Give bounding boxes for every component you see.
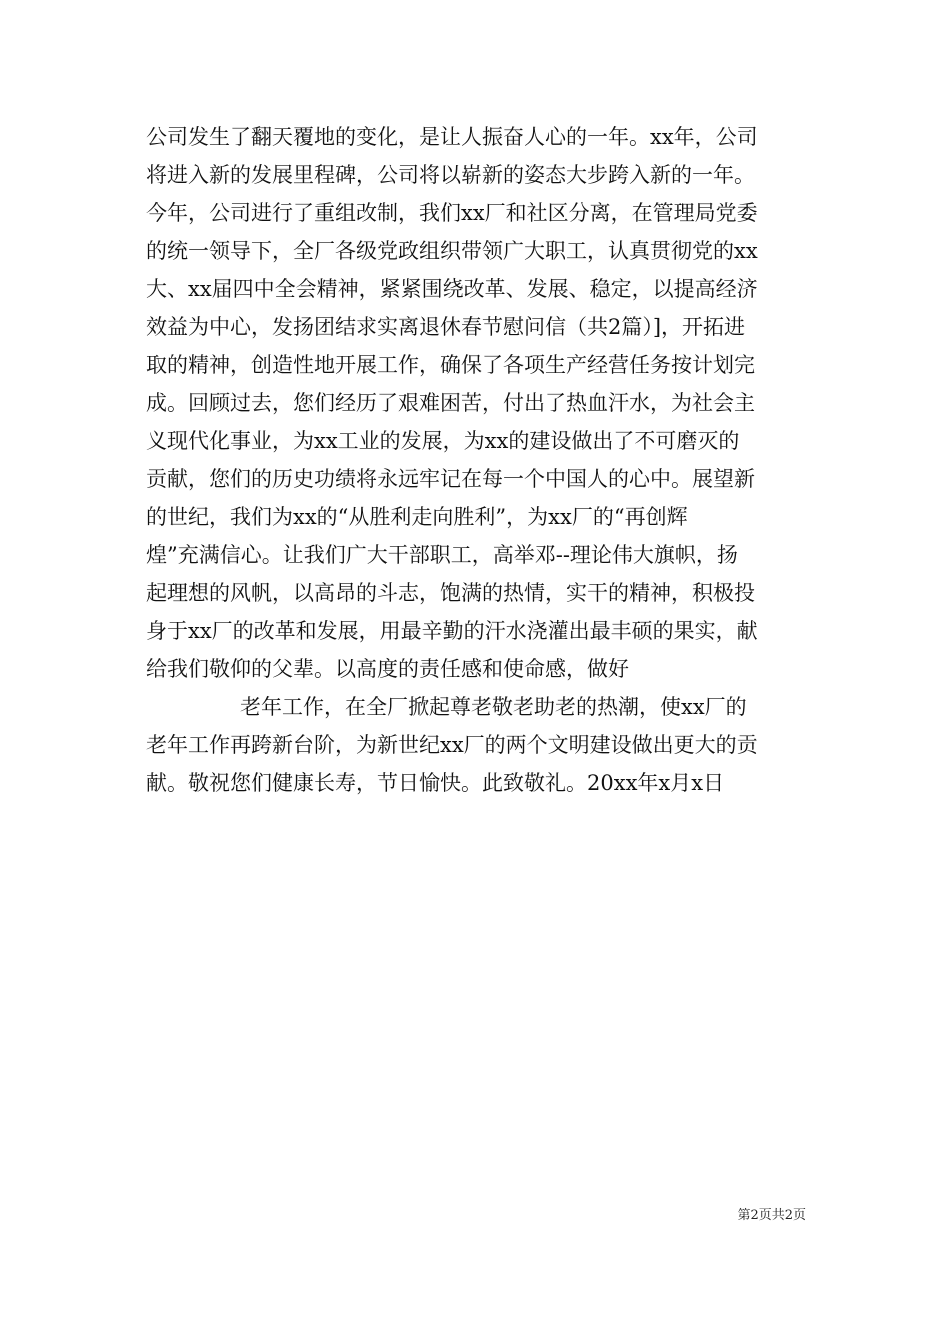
text-line: 煌”充满信心。让我们广大干部职工，高举邓--理论伟大旗帜，扬 <box>146 543 738 567</box>
text-line: 大、xx届四中全会精神，紧紧围绕改革、发展、稳定，以提高经济 <box>146 277 758 301</box>
text-line: 起理想的风帆，以高昂的斗志，饱满的热情，实干的精神，积极投 <box>146 581 755 605</box>
text-line: 公司发生了翻天覆地的变化，是让人振奋人心的一年。xx年，公司 <box>146 125 758 149</box>
text-line: 给我们敬仰的父辈。以高度的责任感和使命感，做好 <box>146 657 629 681</box>
text-line: 义现代化事业，为xx工业的发展，为xx的建设做出了不可磨灭的 <box>146 429 740 453</box>
page-number-footer: 第2页共2页 <box>737 1208 806 1223</box>
letter-body <box>146 118 826 802</box>
text-line: 将进入新的发展里程碑，公司将以崭新的姿态大步跨入新的一年。 <box>146 163 755 187</box>
text-line: 今年，公司进行了重组改制，我们xx厂和社区分离，在管理局党委 <box>146 201 758 225</box>
text-line: 的世纪，我们为xx的“从胜利走向胜利”，为xx厂的“再创辉 <box>146 505 688 529</box>
text-line: 效益为中心，发扬团结求实离退休春节慰问信（共2篇）]，开拓进 <box>146 315 746 339</box>
text-line: 献。敬祝您们健康长寿，节日愉快。此致敬礼。20xx年x月x日 <box>146 771 725 795</box>
text-line: 的统一领导下，全厂各级党政组织带领广大职工，认真贯彻党的xx <box>146 239 758 263</box>
text-line: 贡献，您们的历史功绩将永远牢记在每一个中国人的心中。展望新 <box>146 467 755 491</box>
text-line-indented: 老年工作，在全厂掀起尊老敬老助老的热潮，使xx厂的 <box>240 695 747 719</box>
text-line: 取的精神，创造性地开展工作，确保了各项生产经营任务按计划完 <box>146 353 755 377</box>
text-line: 身于xx厂的改革和发展，用最辛勤的汗水浇灌出最丰硕的果实，献 <box>146 619 758 643</box>
text-line: 成。回顾过去，您们经历了艰难困苦，付出了热血汗水，为社会主 <box>146 391 755 415</box>
text-line: 老年工作再跨新台阶，为新世纪xx厂的两个文明建设做出更大的贡 <box>146 733 758 757</box>
